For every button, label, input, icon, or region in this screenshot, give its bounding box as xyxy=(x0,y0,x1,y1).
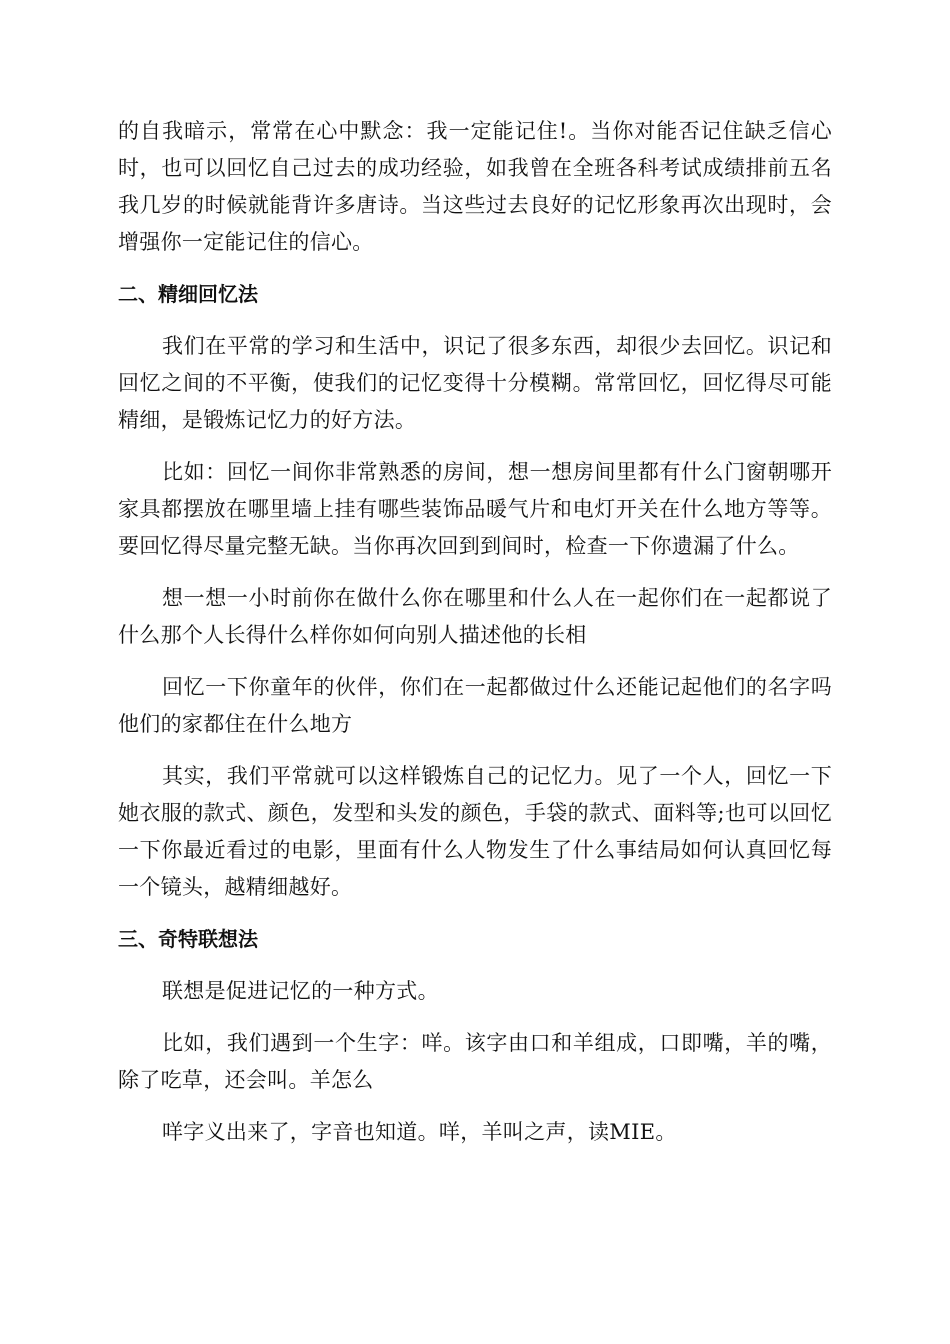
paragraph-association-intro: 联想是促进记忆的一种方式。 xyxy=(162,979,439,1003)
section-heading-association: 三、奇特联想法 xyxy=(118,927,258,951)
paragraph-hour-ago-example: 想一想一小时前你在做什么你在哪里和什么人在一起你们在一起都说了什么那个人长得什么样你如何向别人描述他的长相 xyxy=(118,586,832,647)
section-heading-detailed-recall: 二、精细回忆法 xyxy=(118,282,258,306)
document-page xyxy=(118,113,832,1166)
paragraph-recall-intro: 我们在平常的学习和生活中，识记了很多东西，却很少去回忆。识记和回忆之间的不平衡，使我们的记忆变得十分模糊。常常回忆，回忆得尽可能精细，是锻炼记忆力的好方法。 xyxy=(118,334,832,432)
paragraph-daily-practice: 其实，我们平常就可以这样锻炼自己的记忆力。见了一个人，回忆一下她衣服的款式、颜色，发型和头发的颜色，手袋的款式、面料等;也可以回忆一下你最近看过的电影，里面有什么人物发生了什么事结局如何认真回忆每一个镜头，越精细越好。 xyxy=(118,764,832,899)
paragraph-character-meaning: 咩字义出来了，字音也知道。咩，羊叫之声，读MIE。 xyxy=(162,1120,677,1144)
paragraph-room-example: 比如：回忆一间你非常熟悉的房间，想一想房间里都有什么门窗朝哪开家具都摆放在哪里墙上挂有哪些装饰品暖气片和电灯开关在什么地方等等。要回忆得尽量完整无缺。当你再次回到到间时，检查一下你遗漏了什么。 xyxy=(118,460,832,558)
paragraph-character-example: 比如，我们遇到一个生字：咩。该字由口和羊组成，口即嘴，羊的嘴，除了吃草，还会叫。羊怎么 xyxy=(118,1031,832,1092)
paragraph-childhood-example: 回忆一下你童年的伙伴，你们在一起都做过什么还能记起他们的名字吗他们的家都住在什么地方 xyxy=(118,675,832,736)
paragraph-self-suggestion: 的自我暗示，常常在心中默念：我一定能记住!。当你对能否记住缺乏信心时，也可以回忆自己过去的成功经验，如我曾在全班各科考试成绩排前五名我几岁的时候就能背许多唐诗。当这些过去良好的记忆形象再次出现时，会增强你一定能记住的信心。 xyxy=(118,119,832,254)
